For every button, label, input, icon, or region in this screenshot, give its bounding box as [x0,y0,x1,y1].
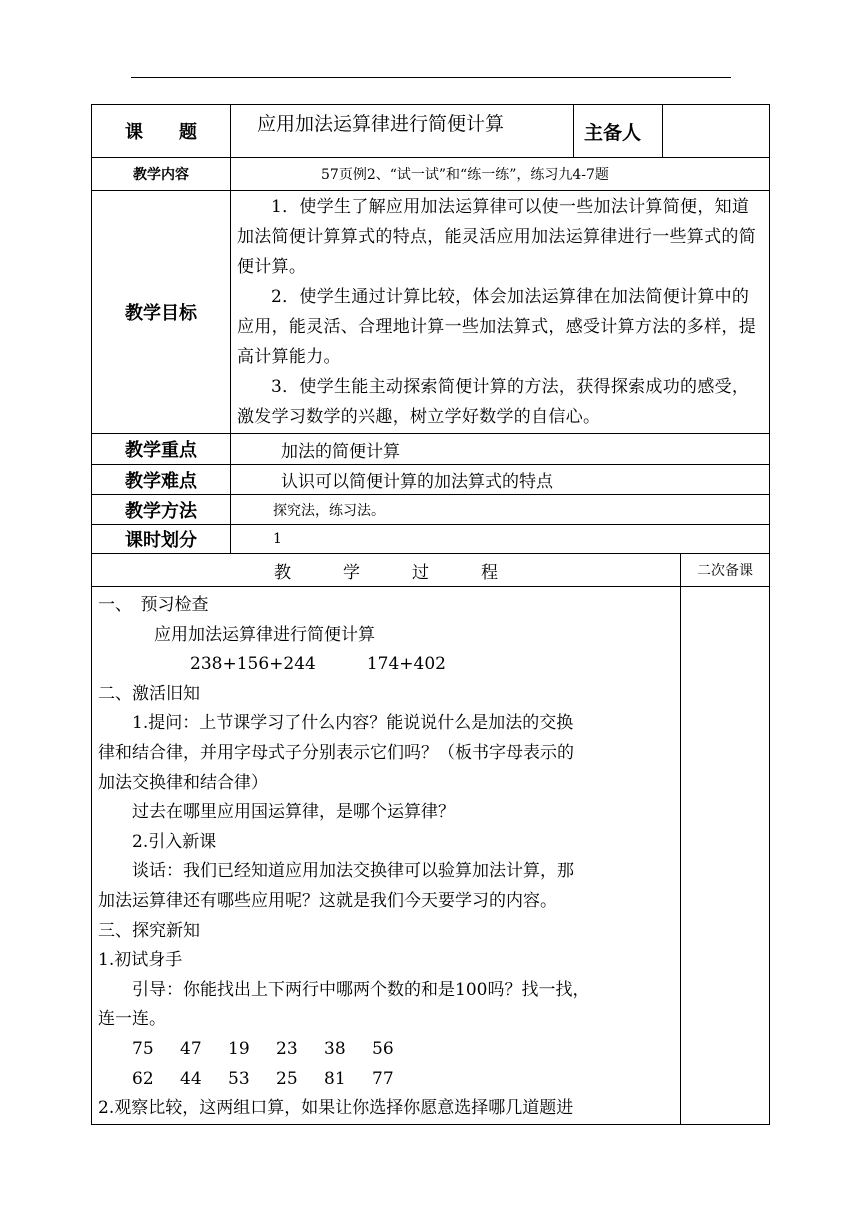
difficulty-label: 教学难点 [92,465,231,495]
process-line: 引导：你能找出上下两行中哪两个数的和是100吗？找一找， [132,979,590,1000]
number-cell: 44 [180,1068,202,1089]
process-line: 2.引入新课 [132,831,217,852]
periods-value: 1 [231,525,770,554]
number-cell: 56 [372,1038,394,1059]
topic-value: 应用加法运算律进行简便计算 [231,105,574,158]
lesson-plan-table [91,104,770,1125]
process-heading-char: 学 [343,562,360,583]
process-line: 1.提问：上节课学习了什么内容？能说说什么是加法的交换 [132,713,574,734]
process-heading-char: 教 [274,562,291,583]
objectives-label: 教学目标 [92,191,231,434]
process-line: 加法运算律还有哪些应用呢？这就是我们今天要学习的内容。 [98,890,557,911]
key-point-value: 加法的简便计算 [231,434,770,465]
process-heading [92,554,681,587]
lesson-plan-table-wrap [91,104,769,1125]
number-cell: 23 [276,1038,298,1059]
content-value: 57页例2、“试一试”和“练一练”，练习九4-7题 [231,158,770,191]
topic-label: 课 题 [92,105,231,158]
process-heading-char: 过 [412,562,429,583]
second-prep-label: 二次备课 [681,554,770,587]
method-label: 教学方法 [92,495,231,525]
process-line: 二、激活旧知 [98,683,200,704]
objectives-text [231,191,770,434]
preparer-value [663,105,770,158]
number-cell: 77 [372,1068,394,1089]
periods-label: 课时划分 [92,525,231,554]
number-cell: 75 [132,1038,154,1059]
process-line: 连一连。 [98,1009,166,1030]
number-cell: 38 [324,1038,346,1059]
process-line: 一、 预习检查 [98,595,209,615]
process-line: 过去在哪里应用国运算律，是哪个运算律？ [132,802,455,823]
number-cell: 19 [228,1038,250,1059]
content-label: 教学内容 [92,158,231,191]
number-row-bottom [98,1065,676,1095]
process-line: 应用加法运算律进行简便计算 [154,624,375,645]
number-cell: 25 [276,1068,298,1089]
objective-item: 3．使学生能主动探索简便计算的方法，获得探索成功的感受，激发学习数学的兴趣，树立学好数学的自信心。 [237,377,750,427]
objective-item: 1．使学生了解应用加法运算律可以使一些加法计算简便，知道加法简便计算算式的特点，能灵活应用加法运算律进行一些算式的简便计算。 [237,197,756,277]
second-prep-column [681,587,770,1125]
difficulty-value: 认识可以简便计算的加法算式的特点 [231,465,770,495]
process-line: 三、探究新知 [98,920,200,941]
number-row-top [98,1035,676,1065]
process-body [92,587,681,1125]
process-line: 谈话：我们已经知道应用加法交换律可以验算加法计算，那 [132,861,574,882]
process-line: 238+156+244 174+402 [190,654,446,675]
process-heading-char: 程 [481,562,498,583]
number-cell: 47 [180,1038,202,1059]
number-cell: 62 [132,1068,154,1089]
number-cell: 53 [228,1068,250,1089]
method-value: 探究法，练习法。 [231,495,770,525]
objective-item: 2．使学生通过计算比较，体会加法运算律在加法简便计算中的应用，能灵活、合理地计算一些加法算式，感受计算方法的多样，提高计算能力。 [237,287,756,367]
process-line: 1.初试身手 [98,950,183,971]
key-point-label: 教学重点 [92,434,231,465]
process-line: 2.观察比较，这两组口算，如果让你选择你愿意选择哪几道题进 [98,1098,574,1119]
process-line: 律和结合律，并用字母式子分别表示它们吗？（板书字母表示的 [98,742,574,763]
header-rule [131,77,731,78]
preparer-label: 主备人 [574,105,663,158]
process-line: 加法交换律和结合律） [98,772,268,793]
number-cell: 81 [324,1068,346,1089]
